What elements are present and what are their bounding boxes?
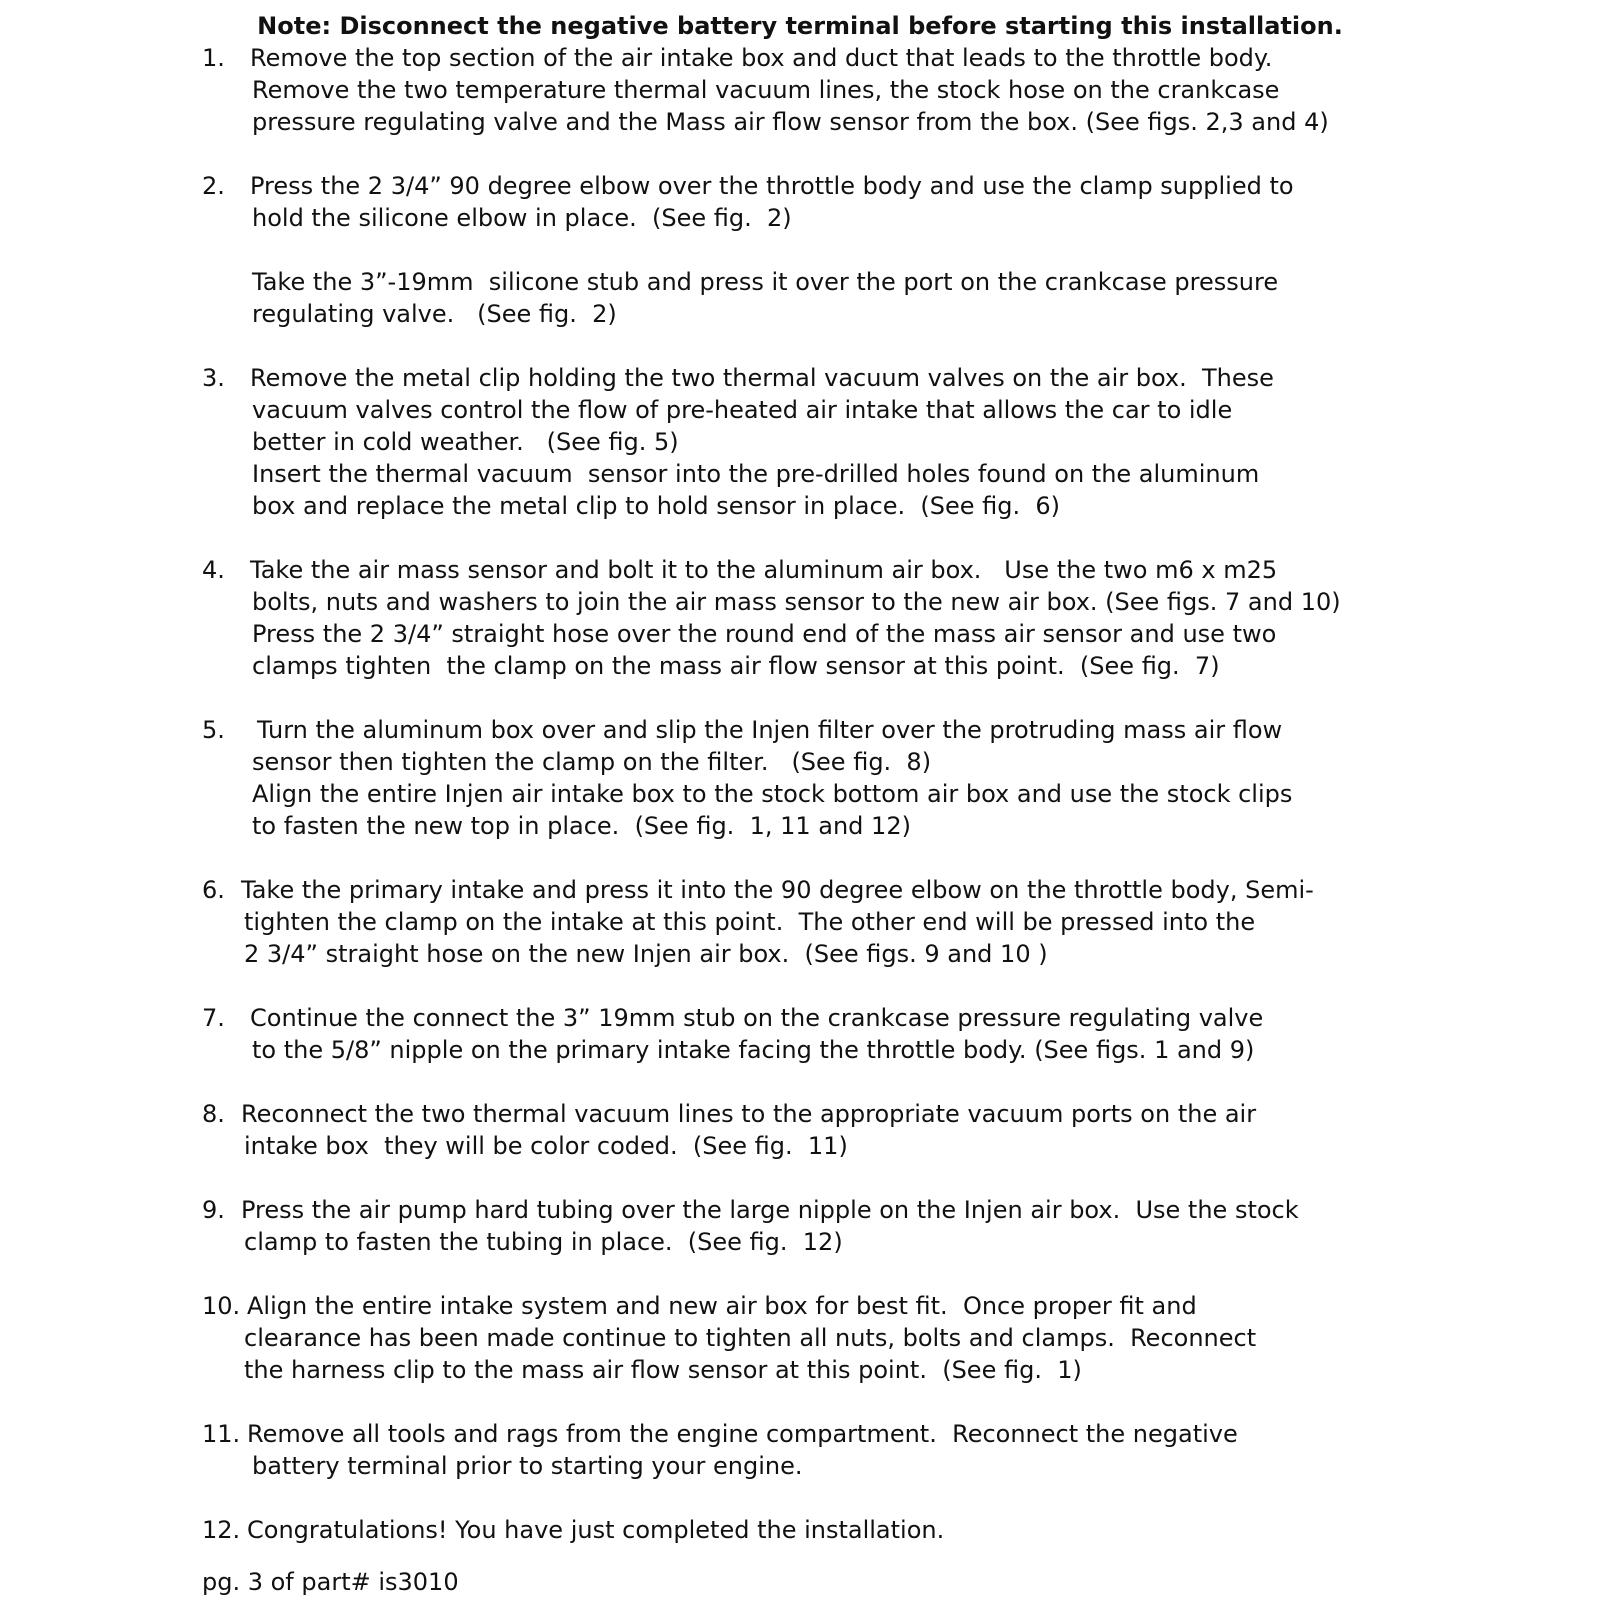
step-4-line: clamps tighten the clamp on the mass air flow sensor at this point. (See fig. 7) (252, 652, 1220, 680)
step-1-line: Remove the top section of the air intake box and duct that leads to the throttle body. (250, 44, 1273, 72)
step-2-line: hold the silicone elbow in place. (See fig. 2) (252, 204, 792, 232)
step-8-line: Reconnect the two thermal vacuum lines to the appropriate vacuum ports on the air (241, 1100, 1257, 1128)
step-number: 8. (202, 1100, 225, 1128)
step-2-line: Press the 2 3/4” 90 degree elbow over the throttle body and use the clamp supplied to (250, 172, 1294, 200)
step-3-line: better in cold weather. (See fig. 5) (252, 428, 679, 456)
step-3-line: box and replace the metal clip to hold sensor in place. (See fig. 6) (252, 492, 1060, 520)
step-4-line: Press the 2 3/4” straight hose over the round end of the mass air sensor and use two (252, 620, 1277, 648)
step-12-line: Congratulations! You have just completed the installation. (247, 1516, 945, 1544)
step-4-line: Take the air mass sensor and bolt it to the aluminum air box. Use the two m6 x m25 (250, 556, 1278, 584)
step-3-line: Insert the thermal vacuum sensor into the pre-drilled holes found on the aluminum (252, 460, 1260, 488)
step-3-line: Remove the metal clip holding the two thermal vacuum valves on the air box. These (250, 364, 1274, 392)
step-number: 11. (202, 1420, 241, 1448)
step-number: 7. (202, 1004, 225, 1032)
step-5-line: Turn the aluminum box over and slip the Injen filter over the protruding mass air flow (257, 716, 1283, 744)
step-10-line: Align the entire intake system and new air box for best fit. Once proper fit and (247, 1292, 1197, 1320)
step-9-line: Press the air pump hard tubing over the large nipple on the Injen air box. Use the stock (241, 1196, 1299, 1224)
step-11-line: Remove all tools and rags from the engine compartment. Reconnect the negative (247, 1420, 1238, 1448)
step-number: 2. (202, 172, 225, 200)
step-6-line: tighten the clamp on the intake at this point. The other end will be pressed into the (244, 908, 1256, 936)
step-2-line: regulating valve. (See fig. 2) (252, 300, 617, 328)
step-1-line: pressure regulating valve and the Mass air flow sensor from the box. (See figs. 2,3 and 4) (252, 108, 1329, 136)
step-number: 6. (202, 876, 225, 904)
step-3-line: vacuum valves control the flow of pre-heated air intake that allows the car to idle (252, 396, 1233, 424)
step-5-line: Align the entire Injen air intake box to the stock bottom air box and use the stock clips (252, 780, 1293, 808)
step-10-line: the harness clip to the mass air flow sensor at this point. (See fig. 1) (244, 1356, 1082, 1384)
battery-note: Note: Disconnect the negative battery terminal before starting this installation. (257, 12, 1343, 40)
step-number: 5. (202, 716, 225, 744)
step-2-line: Take the 3”-19mm silicone stub and press it over the port on the crankcase pressure (252, 268, 1279, 296)
step-9-line: clamp to fasten the tubing in place. (See fig. 12) (244, 1228, 843, 1256)
step-number: 9. (202, 1196, 225, 1224)
step-number: 1. (202, 44, 225, 72)
step-7-line: Continue the connect the 3” 19mm stub on the crankcase pressure regulating valve (250, 1004, 1264, 1032)
step-5-line: to fasten the new top in place. (See fig. 1, 11 and 12) (252, 812, 911, 840)
step-11-line: battery terminal prior to starting your engine. (252, 1452, 803, 1480)
step-5-line: sensor then tighten the clamp on the filter. (See fig. 8) (252, 748, 932, 776)
step-number: 10. (202, 1292, 241, 1320)
step-4-line: bolts, nuts and washers to join the air mass sensor to the new air box. (See figs. 7 and 10) (252, 588, 1341, 616)
step-6-line: 2 3/4” straight hose on the new Injen air box. (See figs. 9 and 10 ) (244, 940, 1048, 968)
step-number: 12. (202, 1516, 241, 1544)
page-footer: pg. 3 of part# is3010 (202, 1568, 459, 1596)
step-number: 3. (202, 364, 225, 392)
step-10-line: clearance has been made continue to tighten all nuts, bolts and clamps. Reconnect (244, 1324, 1257, 1352)
step-number: 4. (202, 556, 225, 584)
step-6-line: Take the primary intake and press it into the 90 degree elbow on the throttle body, Semi- (241, 876, 1314, 904)
step-8-line: intake box they will be color coded. (See fig. 11) (244, 1132, 848, 1160)
step-7-line: to the 5/8” nipple on the primary intake facing the throttle body. (See figs. 1 and 9) (252, 1036, 1255, 1064)
step-1-line: Remove the two temperature thermal vacuum lines, the stock hose on the crankcase (252, 76, 1280, 104)
